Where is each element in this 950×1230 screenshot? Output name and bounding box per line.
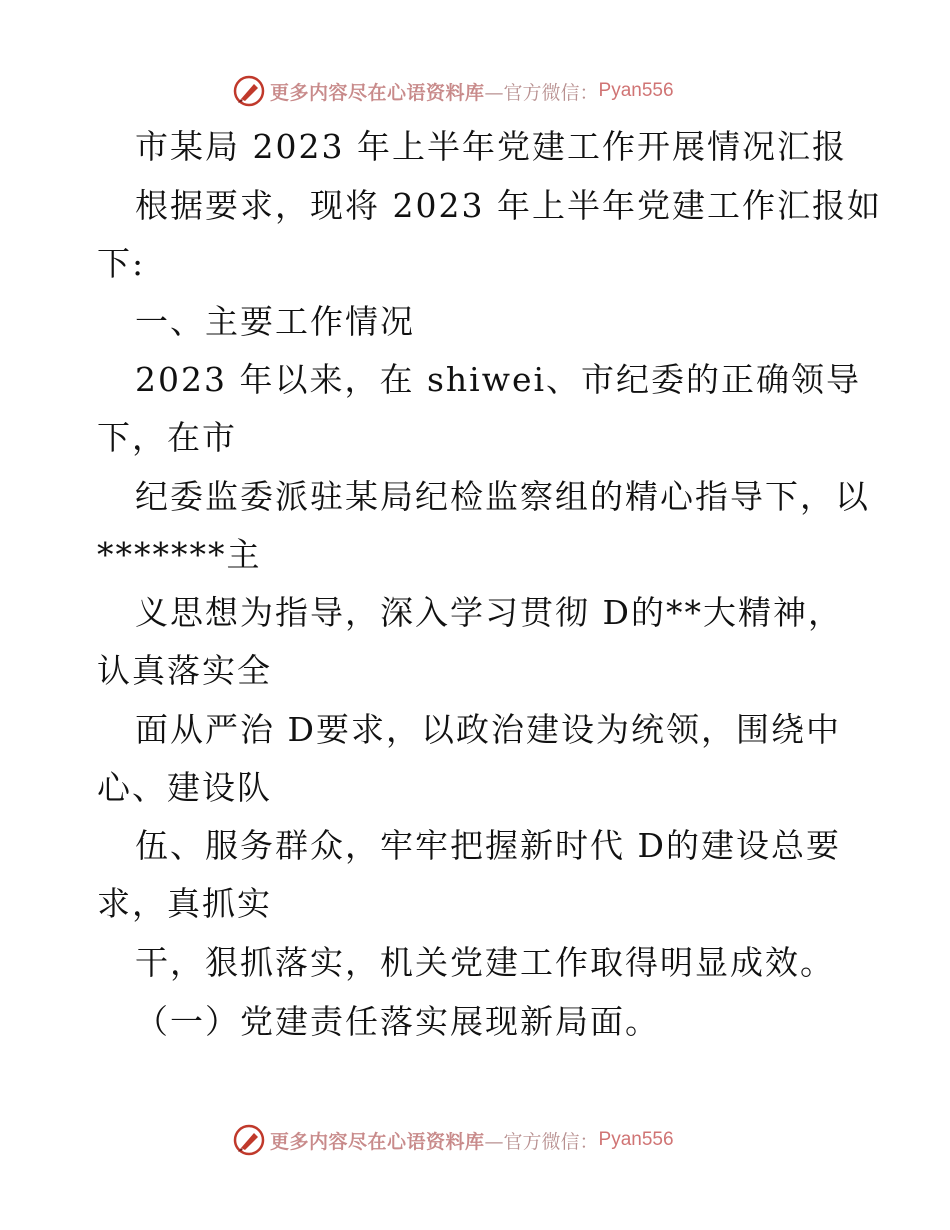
watermark-text-main: 更多内容尽在心语资料库: [270, 1130, 485, 1153]
section-heading: 一、主要工作情况: [135, 302, 415, 341]
pen-logo-icon: [232, 1123, 266, 1157]
paragraph-line: 认真落实全: [97, 651, 272, 690]
paragraph-line: 根据要求，现将 2023 年上半年党建工作汇报如: [135, 186, 882, 225]
watermark-banner-top: [232, 73, 674, 109]
paragraph-line: *******主: [97, 535, 262, 574]
subsection-heading: （一）党建责任落实展现新局面。: [135, 1002, 660, 1041]
paragraph-line: 纪委监委派驻某局纪检监察组的精心指导下，以: [135, 477, 870, 516]
paragraph-line: 心、建设队: [97, 768, 272, 807]
watermark-wechat-id: Pyan556: [598, 1129, 674, 1150]
document-title: 市某局 2023 年上半年党建工作开展情况汇报: [135, 127, 847, 166]
watermark-text-main: 更多内容尽在心语资料库: [270, 81, 485, 104]
paragraph-line: 义思想为指导，深入学习贯彻 D的**大精神，: [135, 593, 843, 632]
watermark-text-sep: —官方微信：: [484, 1130, 599, 1153]
paragraph-line: 下，在市: [97, 418, 237, 457]
watermark-banner-bottom: [232, 1122, 674, 1158]
watermark-text-sep: —官方微信：: [484, 81, 599, 104]
paragraph-line: 面从严治 D要求，以政治建设为统领，围绕中: [135, 710, 841, 749]
pen-logo-icon: [232, 74, 266, 108]
paragraph-line: 2023 年以来，在 shiwei、市纪委的正确领导: [135, 360, 862, 399]
paragraph-line: 下:: [97, 244, 146, 283]
paragraph-line: 干，狠抓落实，机关党建工作取得明显成效。: [135, 943, 835, 982]
watermark-wechat-id: Pyan556: [598, 80, 674, 101]
paragraph-line: 伍、服务群众，牢牢把握新时代 D的建设总要: [135, 826, 841, 865]
paragraph-line: 求，真抓实: [97, 884, 272, 923]
